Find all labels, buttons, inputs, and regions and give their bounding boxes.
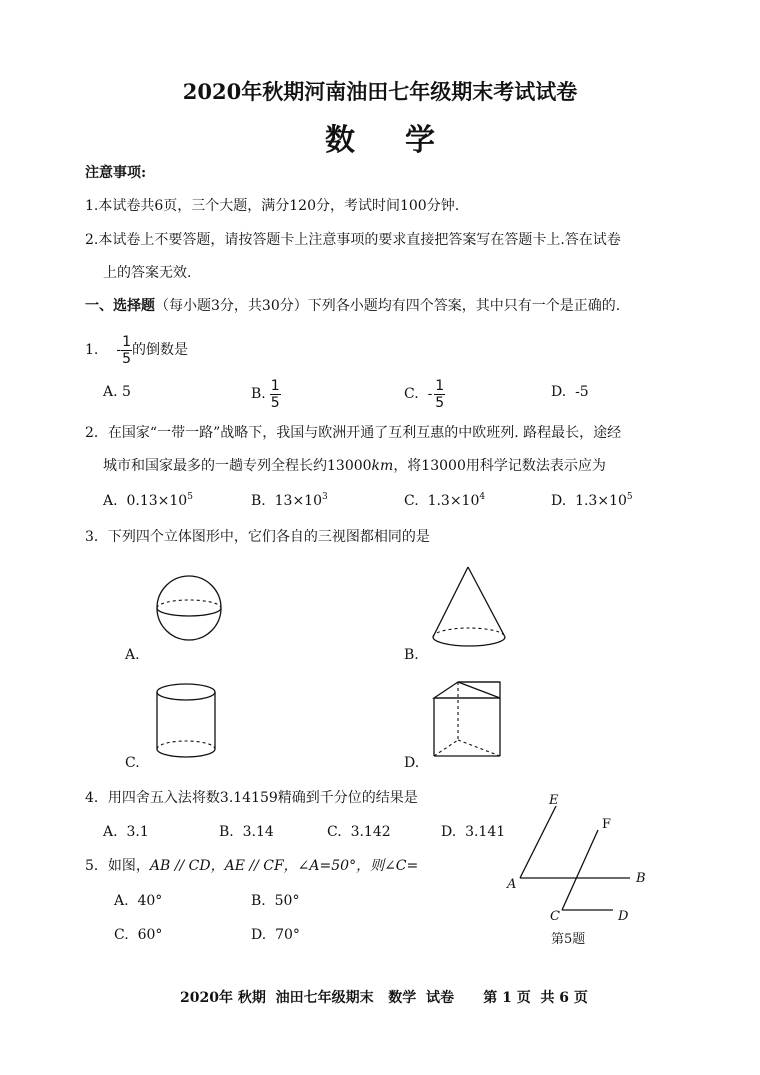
q2-line-1: 2．在国家“一带一路”战略下，我国与欧洲开通了互利互惠的中欧班列. 路程最长，途经 — [85, 425, 622, 441]
q1-option-b-label: B. — [251, 386, 266, 402]
q3-label-d: D. — [404, 755, 420, 771]
q3-text: 3．下列四个立体图形中，它们各自的三视图都相同的是 — [85, 529, 430, 545]
q4-option-c: C. 3.142 — [327, 824, 391, 840]
q2-option-a-base: A. 0.13×10 — [103, 493, 188, 509]
section-1-label: 一、选择题 — [85, 298, 155, 314]
q2-option-a — [103, 494, 193, 508]
q5-option-d: D. 70° — [251, 927, 300, 943]
q1-text: 的倒数是 — [132, 342, 189, 358]
q2-option-c — [404, 494, 485, 508]
q1-option-c-fraction — [434, 379, 445, 410]
q5-point-e: E — [549, 793, 559, 808]
page-footer: 2020年 秋期 油田七年级期末 数学 试卷 第 1 页 共 6 页 — [180, 990, 588, 1006]
q1-sign: - — [116, 342, 122, 358]
q2-option-d-base: D. 1.3×10 — [551, 493, 627, 509]
exam-title: 2020年秋期河南油田七年级期末考试试卷 — [182, 79, 578, 104]
q5-parallel-lines-figure — [500, 790, 660, 950]
notes-heading: 注意事项: — [85, 165, 147, 181]
q4-option-d: D. 3.141 — [441, 824, 506, 840]
q5-condition: AB // CD，AE // CF，∠A=50°，则∠C= — [149, 858, 419, 874]
q1-option-b-fraction — [270, 379, 281, 410]
q2-line-2-b: ，将13000用科学记数法表示应为 — [393, 458, 606, 474]
q3-label-c: C. — [125, 755, 140, 771]
q1-option-d: D. -5 — [551, 384, 589, 400]
q2-option-b-base: B. 13×10 — [251, 493, 322, 509]
q5-point-c: C — [550, 909, 560, 924]
q1-frac-den: 5 — [122, 350, 132, 367]
q1-option-b-den: 5 — [270, 394, 280, 411]
q1-option-b-num: 1 — [270, 377, 280, 394]
cylinder-figure — [150, 680, 250, 770]
q1-option-b — [251, 374, 281, 414]
q4-option-a: A. 3.1 — [103, 824, 149, 840]
q5-point-b: B — [636, 871, 646, 886]
q5-text — [85, 859, 418, 873]
q1-fraction — [121, 335, 132, 366]
q3-label-b: B. — [404, 647, 419, 663]
q4-text: 4．用四舍五入法将数3.14159精确到千分位的结果是 — [85, 790, 418, 806]
q5-option-a: A. 40° — [114, 893, 163, 909]
notes-item-2-line-1: 2.本试卷上不要答题，请按答题卡上注意事项的要求直接把答案写在答题卡上.答在试卷 — [85, 232, 621, 248]
q1-option-c-num: 1 — [435, 377, 445, 394]
section-1-desc: （每小题3分，共30分）下列各小题均有四个答案，其中只有一个是正确的. — [155, 298, 621, 314]
q5-point-f: F — [602, 817, 612, 832]
q2-option-c-exp: 4 — [479, 492, 486, 502]
cone-figure — [430, 565, 530, 665]
q5-option-c: C. 60° — [114, 927, 163, 943]
sphere-figure — [150, 562, 250, 662]
section-1-header — [85, 299, 620, 313]
q4-option-b: B. 3.14 — [219, 824, 274, 840]
q1-option-a: A. 5 — [103, 384, 131, 400]
q2-option-d-exp: 5 — [626, 492, 633, 502]
q1-option-c-label: C. - — [404, 386, 433, 402]
q5-option-b: B. 50° — [251, 893, 300, 909]
q1-frac-num: 1 — [122, 333, 132, 350]
q2-option-c-base: C. 1.3×10 — [404, 493, 480, 509]
q1-option-c-den: 5 — [435, 394, 445, 411]
question-1 — [85, 330, 188, 370]
q5-point-d: D — [618, 909, 629, 924]
q1-option-c — [404, 374, 445, 414]
subject-title: 数学 — [325, 123, 485, 158]
q1-number: 1. — [85, 342, 99, 358]
q2-option-b — [251, 494, 328, 508]
q5-point-a: A — [507, 877, 517, 892]
q5-figure-caption: 第5题 — [551, 932, 586, 947]
q2-unit: km — [371, 458, 394, 474]
q2-option-a-exp: 5 — [187, 492, 193, 502]
notes-item-1: 1.本试卷共6页，三个大题，满分120分，考试时间100分钟. — [85, 198, 460, 214]
q2-option-d — [551, 494, 633, 508]
q3-label-a: A. — [125, 647, 140, 663]
prism-figure — [430, 678, 530, 768]
q2-option-b-exp: 3 — [322, 492, 328, 502]
notes-item-2-line-2: 上的答案无效. — [103, 265, 192, 281]
q2-line-2-a: 城市和国家最多的一趟专列全程长约13000 — [103, 458, 372, 474]
q2-line-2 — [103, 459, 606, 473]
q5-prefix: 5．如图， — [85, 858, 150, 874]
